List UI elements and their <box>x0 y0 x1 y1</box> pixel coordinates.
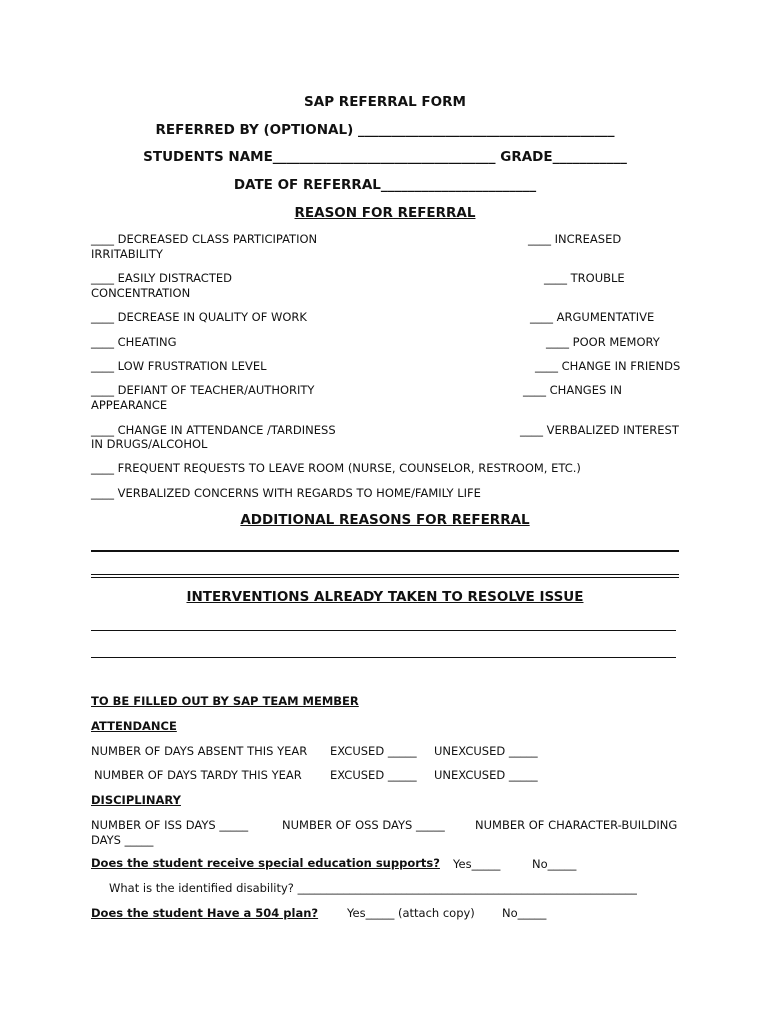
character-building-days-field[interactable]: DAYS _____ <box>91 833 154 847</box>
interventions-line-2[interactable] <box>91 657 676 658</box>
reason-concentration-wrap: CONCENTRATION <box>91 286 191 300</box>
tardy-excused-field[interactable]: EXCUSED _____ <box>330 768 417 782</box>
attendance-heading: ATTENDANCE <box>91 719 177 733</box>
reason-frequent-requests[interactable]: ____ FREQUENT REQUESTS TO LEAVE ROOM (NURSE, COUNSELOR, RESTROOM, ETC.) <box>91 461 581 475</box>
student-name-grade-field[interactable]: STUDENTS NAME_________________________________ GRADE___________ <box>143 149 627 165</box>
interventions-line-1[interactable] <box>91 630 676 631</box>
identified-disability-field[interactable]: What is the identified disability? ___________________________________________________________ <box>109 881 637 895</box>
plan-504-no-field[interactable]: No_____ <box>502 906 547 920</box>
form-title: SAP REFERRAL FORM <box>304 94 466 110</box>
reason-defiant[interactable]: ____ DEFIANT OF TEACHER/AUTHORITY <box>91 383 315 397</box>
tardy-unexcused-field[interactable]: UNEXCUSED _____ <box>434 768 538 782</box>
reason-poor-memory[interactable]: ____ POOR MEMORY <box>546 335 660 349</box>
sap-team-heading: TO BE FILLED OUT BY SAP TEAM MEMBER <box>91 694 359 708</box>
absent-excused-field[interactable]: EXCUSED _____ <box>330 744 417 758</box>
reason-low-frustration[interactable]: ____ LOW FRUSTRATION LEVEL <box>91 359 267 373</box>
character-building-label: NUMBER OF CHARACTER-BUILDING <box>475 818 678 832</box>
reason-cheating[interactable]: ____ CHEATING <box>91 335 177 349</box>
plan-504-yes-field[interactable]: Yes_____ (attach copy) <box>347 906 475 920</box>
sped-no-field[interactable]: No_____ <box>532 857 577 871</box>
date-of-referral-field[interactable]: DATE OF REFERRAL_______________________ <box>233 177 537 193</box>
additional-reasons-line-2[interactable] <box>91 574 679 575</box>
oss-days-field[interactable]: NUMBER OF OSS DAYS _____ <box>282 818 445 832</box>
reason-heading: REASON FOR REFERRAL <box>294 205 476 221</box>
sped-question: Does the student receive special education supports? <box>91 856 440 870</box>
additional-reasons-line-3[interactable] <box>91 577 679 578</box>
reason-decreased-participation[interactable]: ____ DECREASED CLASS PARTICIPATION <box>91 232 318 246</box>
additional-reasons-heading: ADDITIONAL REASONS FOR REFERRAL <box>240 512 530 528</box>
reason-verbalized-interest[interactable]: ____ VERBALIZED INTEREST <box>520 423 679 437</box>
days-tardy-label: NUMBER OF DAYS TARDY THIS YEAR <box>94 768 302 782</box>
reason-easily-distracted[interactable]: ____ EASILY DISTRACTED <box>91 271 232 285</box>
reason-trouble[interactable]: ____ TROUBLE <box>544 271 625 285</box>
absent-unexcused-field[interactable]: UNEXCUSED _____ <box>434 744 538 758</box>
reason-argumentative[interactable]: ____ ARGUMENTATIVE <box>530 310 655 324</box>
disciplinary-heading: DISCIPLINARY <box>91 793 181 807</box>
reason-quality-of-work[interactable]: ____ DECREASE IN QUALITY OF WORK <box>91 310 307 324</box>
days-absent-label: NUMBER OF DAYS ABSENT THIS YEAR <box>91 744 308 758</box>
plan-504-question: Does the student Have a 504 plan? <box>91 906 319 920</box>
reason-increased[interactable]: ____ INCREASED <box>528 232 622 246</box>
reason-change-in-friends[interactable]: ____ CHANGE IN FRIENDS <box>535 359 681 373</box>
reason-changes-in[interactable]: ____ CHANGES IN <box>523 383 622 397</box>
reason-home-family-concerns[interactable]: ____ VERBALIZED CONCERNS WITH REGARDS TO HOME/FAMILY LIFE <box>91 486 481 500</box>
additional-reasons-line-1[interactable] <box>91 550 679 552</box>
referred-by-field[interactable]: REFERRED BY (OPTIONAL) ______________________________________ <box>155 122 615 138</box>
reason-drugs-alcohol-wrap: IN DRUGS/ALCOHOL <box>91 437 208 451</box>
reason-appearance-wrap: APPEARANCE <box>91 398 168 412</box>
sped-yes-field[interactable]: Yes_____ <box>453 857 501 871</box>
reason-irritability-wrap: IRRITABILITY <box>91 247 163 261</box>
interventions-heading: INTERVENTIONS ALREADY TAKEN TO RESOLVE ISSUE <box>186 589 584 605</box>
reason-change-in-attendance[interactable]: ____ CHANGE IN ATTENDANCE /TARDINESS <box>91 423 336 437</box>
iss-days-field[interactable]: NUMBER OF ISS DAYS _____ <box>91 818 249 832</box>
